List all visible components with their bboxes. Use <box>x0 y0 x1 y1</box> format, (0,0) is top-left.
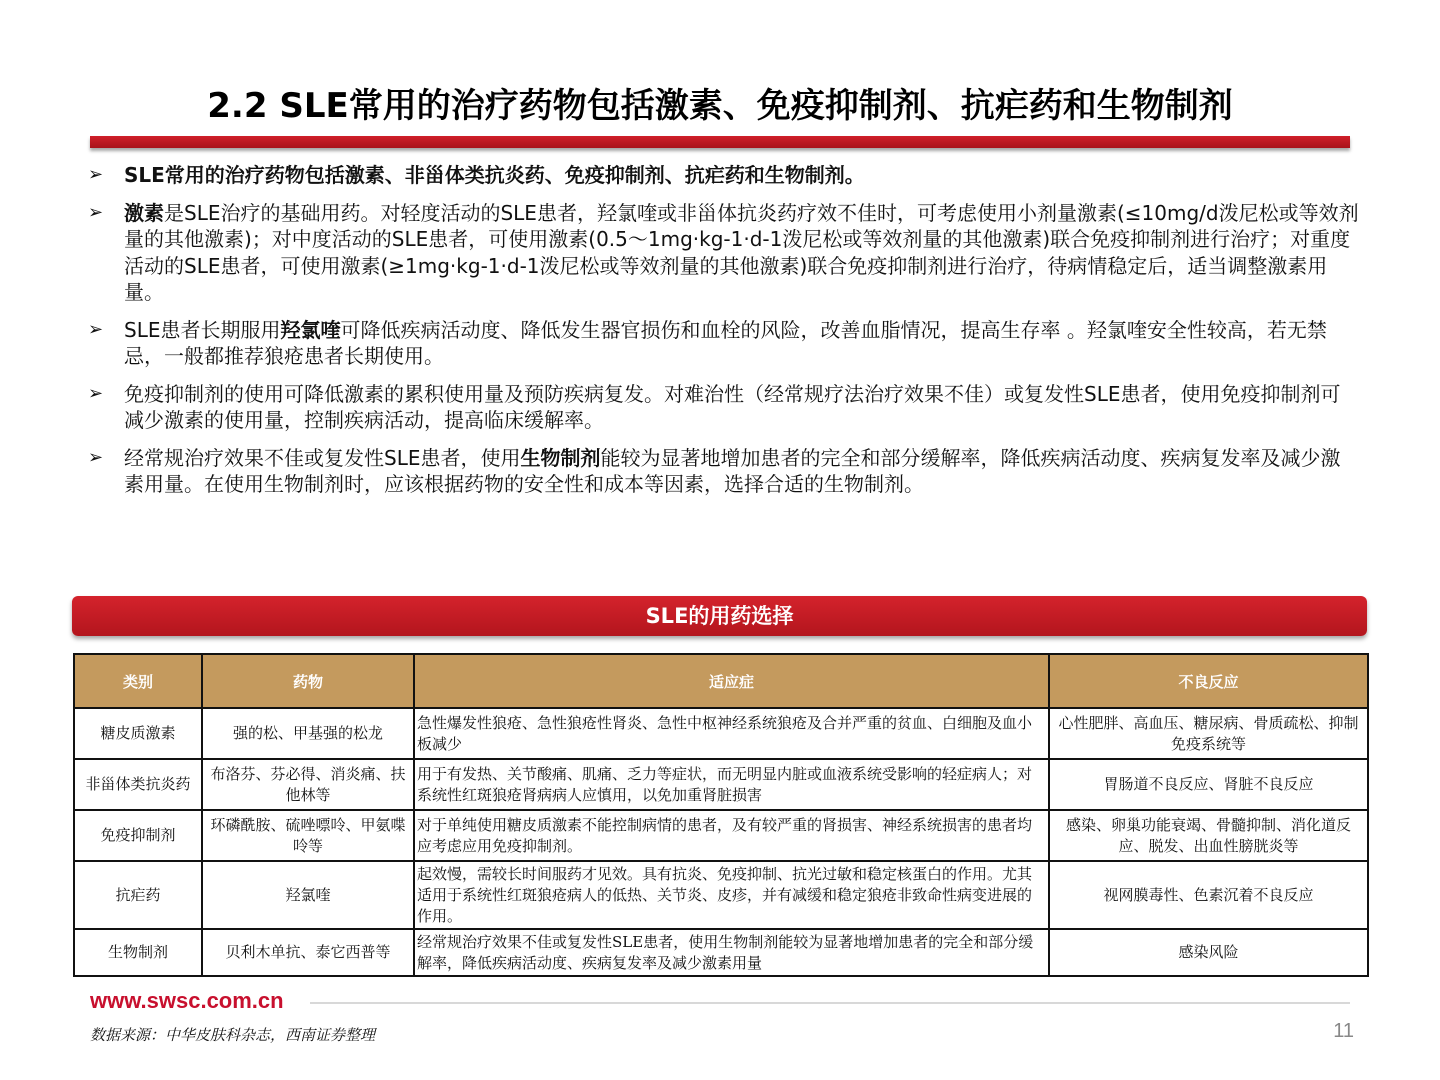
bullet-keyword: 激素 <box>124 200 164 225</box>
drug-table <box>73 653 1369 977</box>
cell-adverse: 感染风险 <box>1049 929 1368 976</box>
cell-indication: 急性爆发性狼疮、急性狼疮性肾炎、急性中枢神经系统狼疮及合并严重的贫血、白细胞及血小板减少 <box>414 708 1049 759</box>
bullet-text: 经常规治疗效果不佳或复发性SLE患者，使用 <box>124 445 521 470</box>
bullet-item <box>88 200 1360 306</box>
cell-drug: 布洛芬、芬必得、消炎痛、扶他林等 <box>202 759 414 810</box>
bullet-item <box>88 445 1360 498</box>
cell-drug: 羟氯喹 <box>202 861 414 929</box>
cell-category: 生物制剂 <box>74 929 202 976</box>
column-header-category: 类别 <box>74 654 202 708</box>
cell-category: 免疫抑制剂 <box>74 810 202 861</box>
cell-category: 糖皮质激素 <box>74 708 202 759</box>
column-header-indication: 适应症 <box>414 654 1049 708</box>
cell-indication: 起效慢，需较长时间服药才见效。具有抗炎、免疫抑制、抗光过敏和稳定核蛋白的作用。尤其适用于系统性红斑狼疮病人的低热、关节炎、皮疹，并有减缓和稳定狼疮非致命性病变进展的作用。 <box>414 861 1049 929</box>
footer-website-link[interactable]: www.swsc.com.cn <box>90 988 284 1013</box>
arrow-bullet-icon: ➢ <box>88 201 104 223</box>
page-number: 11 <box>1333 1020 1354 1042</box>
bullet-text: 是SLE治疗的基础用药。对轻度活动的SLE患者，羟氯喹或非甾体抗炎药疗效不佳时，可考虑使用小剂量激素(≤10mg/d泼尼松或等效剂量的其他激素)；对中度活动的SLE患者，可使用激素(0.5～1mg·kg-1·d-1泼尼松或等效剂量的其他激素)联合免疫抑制剂进行治疗；对重度活动的SLE患者，可使用激素(≥1mg·kg-1·d-1泼尼松或等效剂量的其他激素)联合免疫抑制剂进行治疗，待病情稳定后，适当调整激素用量。 <box>124 200 1359 304</box>
cell-indication: 经常规治疗效果不佳或复发性SLE患者，使用生物制剂能较为显著地增加患者的完全和部分缓解率，降低疾病活动度、疾病复发率及减少激素用量 <box>414 929 1049 976</box>
cell-adverse: 胃肠道不良反应、肾脏不良反应 <box>1049 759 1368 810</box>
table-row <box>74 861 1368 929</box>
page-title: 2.2 SLE常用的治疗药物包括激素、免疫抑制剂、抗疟药和生物制剂 <box>207 86 1233 126</box>
bullet-list <box>88 162 1360 509</box>
table-row <box>74 708 1368 759</box>
cell-adverse: 视网膜毒性、色素沉着不良反应 <box>1049 861 1368 929</box>
table-banner: SLE的用药选择 <box>72 596 1367 636</box>
cell-adverse: 感染、卵巢功能衰竭、骨髓抑制、消化道反应、脱发、出血性膀胱炎等 <box>1049 810 1368 861</box>
arrow-bullet-icon: ➢ <box>88 318 104 340</box>
cell-drug: 环磷酰胺、硫唑嘌呤、甲氨喋呤等 <box>202 810 414 861</box>
arrow-bullet-icon: ➢ <box>88 164 104 185</box>
data-source-note: 数据来源：中华皮肤科杂志，西南证券整理 <box>90 1026 376 1044</box>
bullet-item <box>88 317 1360 370</box>
bullet-text: SLE患者长期服用 <box>124 317 281 342</box>
table-row <box>74 759 1368 810</box>
bullet-text: 可降低疾病活动度、降低发生器官损伤和血栓的风险，改善血脂情况，提高生存率 。羟氯喹安全性较高，若无禁忌，一般都推荐狼疮患者长期使用。 <box>124 317 1327 368</box>
footer-divider <box>310 1002 1350 1004</box>
bullet-text: SLE常用的治疗药物包括激素、非甾体类抗炎药、免疫抑制剂、抗疟药和生物制剂。 <box>124 163 865 187</box>
arrow-bullet-icon: ➢ <box>88 382 104 404</box>
title-underline-bar <box>90 136 1350 148</box>
bullet-keyword: 生物制剂 <box>520 445 601 470</box>
column-header-adverse: 不良反应 <box>1049 654 1368 708</box>
bullet-item <box>88 381 1360 434</box>
cell-indication: 用于有发热、关节酸痛、肌痛、乏力等症状，而无明显内脏或血液系统受影响的轻症病人；对系统性红斑狼疮肾病病人应慎用，以免加重肾脏损害 <box>414 759 1049 810</box>
arrow-bullet-icon: ➢ <box>88 446 104 468</box>
cell-category: 非甾体类抗炎药 <box>74 759 202 810</box>
table-header-row <box>74 654 1368 708</box>
bullet-keyword: 羟氯喹 <box>280 317 341 342</box>
cell-adverse: 心性肥胖、高血压、糖尿病、骨质疏松、抑制免疫系统等 <box>1049 708 1368 759</box>
cell-category: 抗疟药 <box>74 861 202 929</box>
column-header-drug: 药物 <box>202 654 414 708</box>
table-row <box>74 810 1368 861</box>
bullet-text: 免疫抑制剂的使用可降低激素的累积使用量及预防疾病复发。对难治性（经常规疗法治疗效果不佳）或复发性SLE患者，使用免疫抑制剂可减少激素的使用量，控制疾病活动，提高临床缓解率。 <box>124 381 1341 432</box>
bullet-item <box>88 162 1360 189</box>
cell-indication: 对于单纯使用糖皮质激素不能控制病情的患者，及有较严重的肾损害、神经系统损害的患者均应考虑应用免疫抑制剂。 <box>414 810 1049 861</box>
cell-drug: 强的松、甲基强的松龙 <box>202 708 414 759</box>
bullet-text: 能较为显著地增加患者的完全和部分缓解率，降低疾病活动度、疾病复发率及减少激素用量。在使用生物制剂时，应该根据药物的安全性和成本等因素，选择合适的生物制剂。 <box>124 445 1341 496</box>
cell-drug: 贝利木单抗、泰它西普等 <box>202 929 414 976</box>
table-row <box>74 929 1368 976</box>
